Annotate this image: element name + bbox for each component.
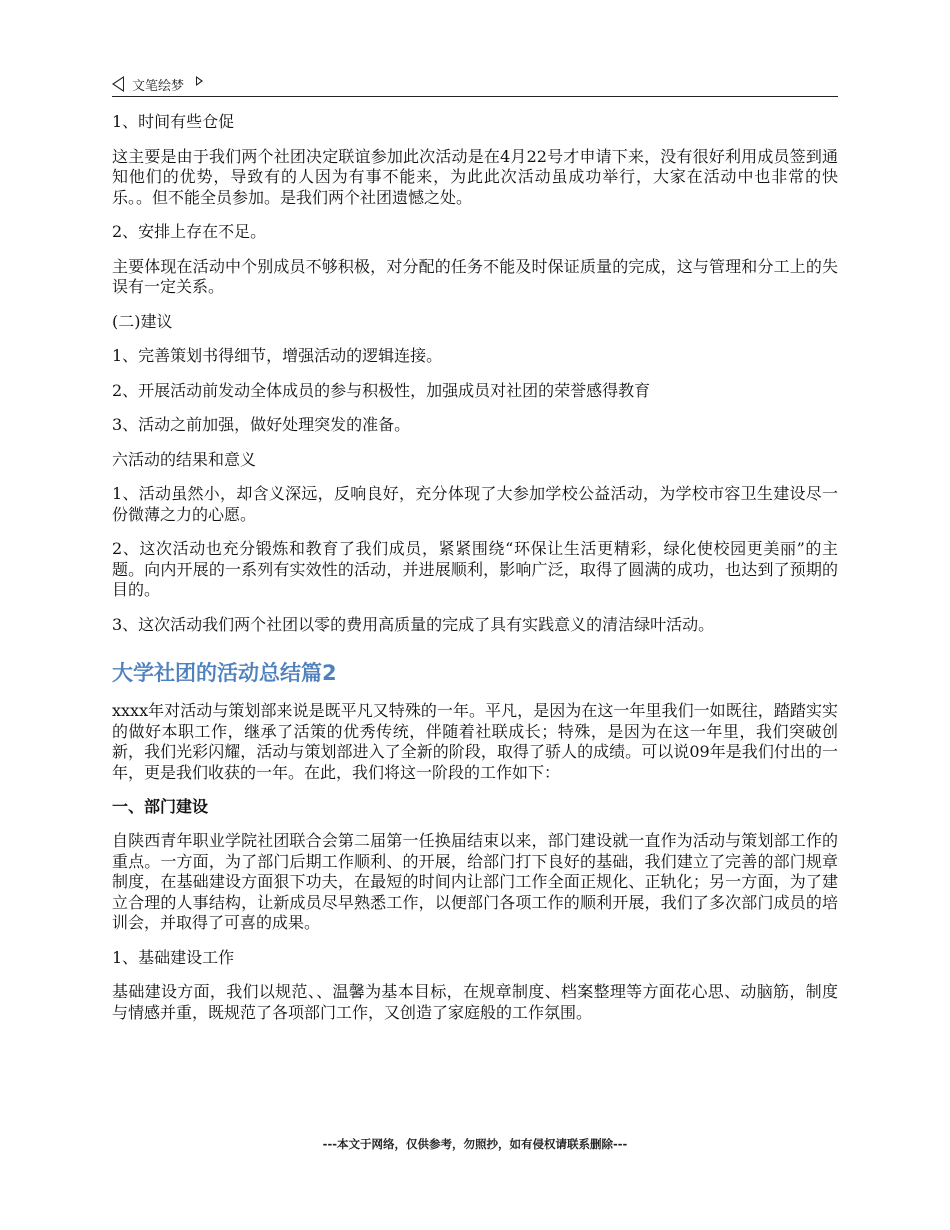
item-title: 1、基础建设工作 [112, 947, 235, 967]
footer-disclaimer: ---本文于网络，仅供参考，勿照抄，如有侵权请联系删除--- [322, 1137, 628, 1151]
page-header [112, 72, 838, 97]
subheading: 一、部门建设 [112, 797, 209, 816]
paragraph: 六活动的结果和意义 [112, 449, 257, 469]
paragraph: 基础建设方面，我们以规范、、温馨为基本目标，在规章制度、档案整理等方面花心思、动脑筋，制度与情感并重，既规范了各项部门工作，又创造了家庭般的工作氛围。 [112, 982, 838, 1022]
header-title: 文笔绘梦 [132, 78, 185, 94]
paragraph: 2、这次活动也充分锻炼和教育了我们成员，紧紧围绕“环保让生活更精彩，绿化使校园更美丽”的主题。向内开展的一系列有实效性的活动，并进展顺利，影响广泛，取得了圆满的成功，也达到了预期的目的。 [112, 539, 838, 599]
paragraph: 自陕西青年职业学院社团联合会第二届第一任换届结束以来，部门建设就一直作为活动与策划部工作的重点。一方面，为了部门后期工作顺利、的开展，给部门打下良好的基础，我们建立了完善的部门规章制度，在基础建设方面狠下功夫，在最短的时间内让部门工作全面正规化、正轨化；另一方面，为了建立合理的人事结构，让新成员尽早熟悉工作，以便部门各项工作的顺利开展，我们了多次部门成员的培训会，并取得了可喜的成果。 [112, 831, 838, 932]
document-body [112, 112, 838, 1037]
paragraph: 3、这次活动我们两个社团以零的费用高质量的完成了具有实践意义的清洁绿叶活动。 [112, 614, 715, 634]
triangle-right-icon [196, 76, 203, 86]
paragraph: (二)建议 [112, 311, 173, 331]
paragraph: 1、时间有些仓促 [112, 112, 235, 131]
paragraph: 1、完善策划书得细节，增强活动的逻辑连接。 [112, 346, 443, 365]
paragraph: 1、活动虽然小，却含义深远，反响良好，充分体现了大参加学校公益活动，为学校市容卫生建设尽一份微薄之力的心愿。 [112, 484, 838, 524]
section-heading: 大学社团的活动总结篇2 [112, 661, 337, 685]
paragraph: 这主要是由于我们两个社团决定联谊参加此次活动是在4月22号才申请下来，没有很好利用成员签到通知他们的优势，导致有的人因为有事不能来，为此此次活动虽成功举行，大家在活动中也非常的快乐。。但不能全员参加。是我们两个社团遗憾之处。 [112, 146, 838, 207]
triangle-left-icon [112, 76, 124, 92]
section-intro: xxxx年对活动与策划部来说是既平凡又特殊的一年。平凡，是因为在这一年里我们一如既往，踏踏实实的做好本职工作，继承了活策的优秀传统，伴随着社联成长；特殊，是因为在这一年里，我们突破创新，我们光彩闪耀，活动与策划部进入了全新的阶段，取得了骄人的成绩。可以说09年是我们付出的一年，更是我们收获的一年。在此，我们将这一阶段的工作如下： [112, 701, 838, 782]
paragraph: 主要体现在活动中个别成员不够积极，对分配的任务不能及时保证质量的完成，这与管理和分工上的失误有一定关系。 [112, 256, 838, 296]
paragraph: 3、活动之前加强，做好处理突发的准备。 [112, 415, 411, 434]
paragraph: 2、开展活动前发动全体成员的参与积极性，加强成员对社团的荣誉感得教育 [112, 380, 651, 400]
paragraph: 2、安排上存在不足。 [112, 222, 267, 241]
